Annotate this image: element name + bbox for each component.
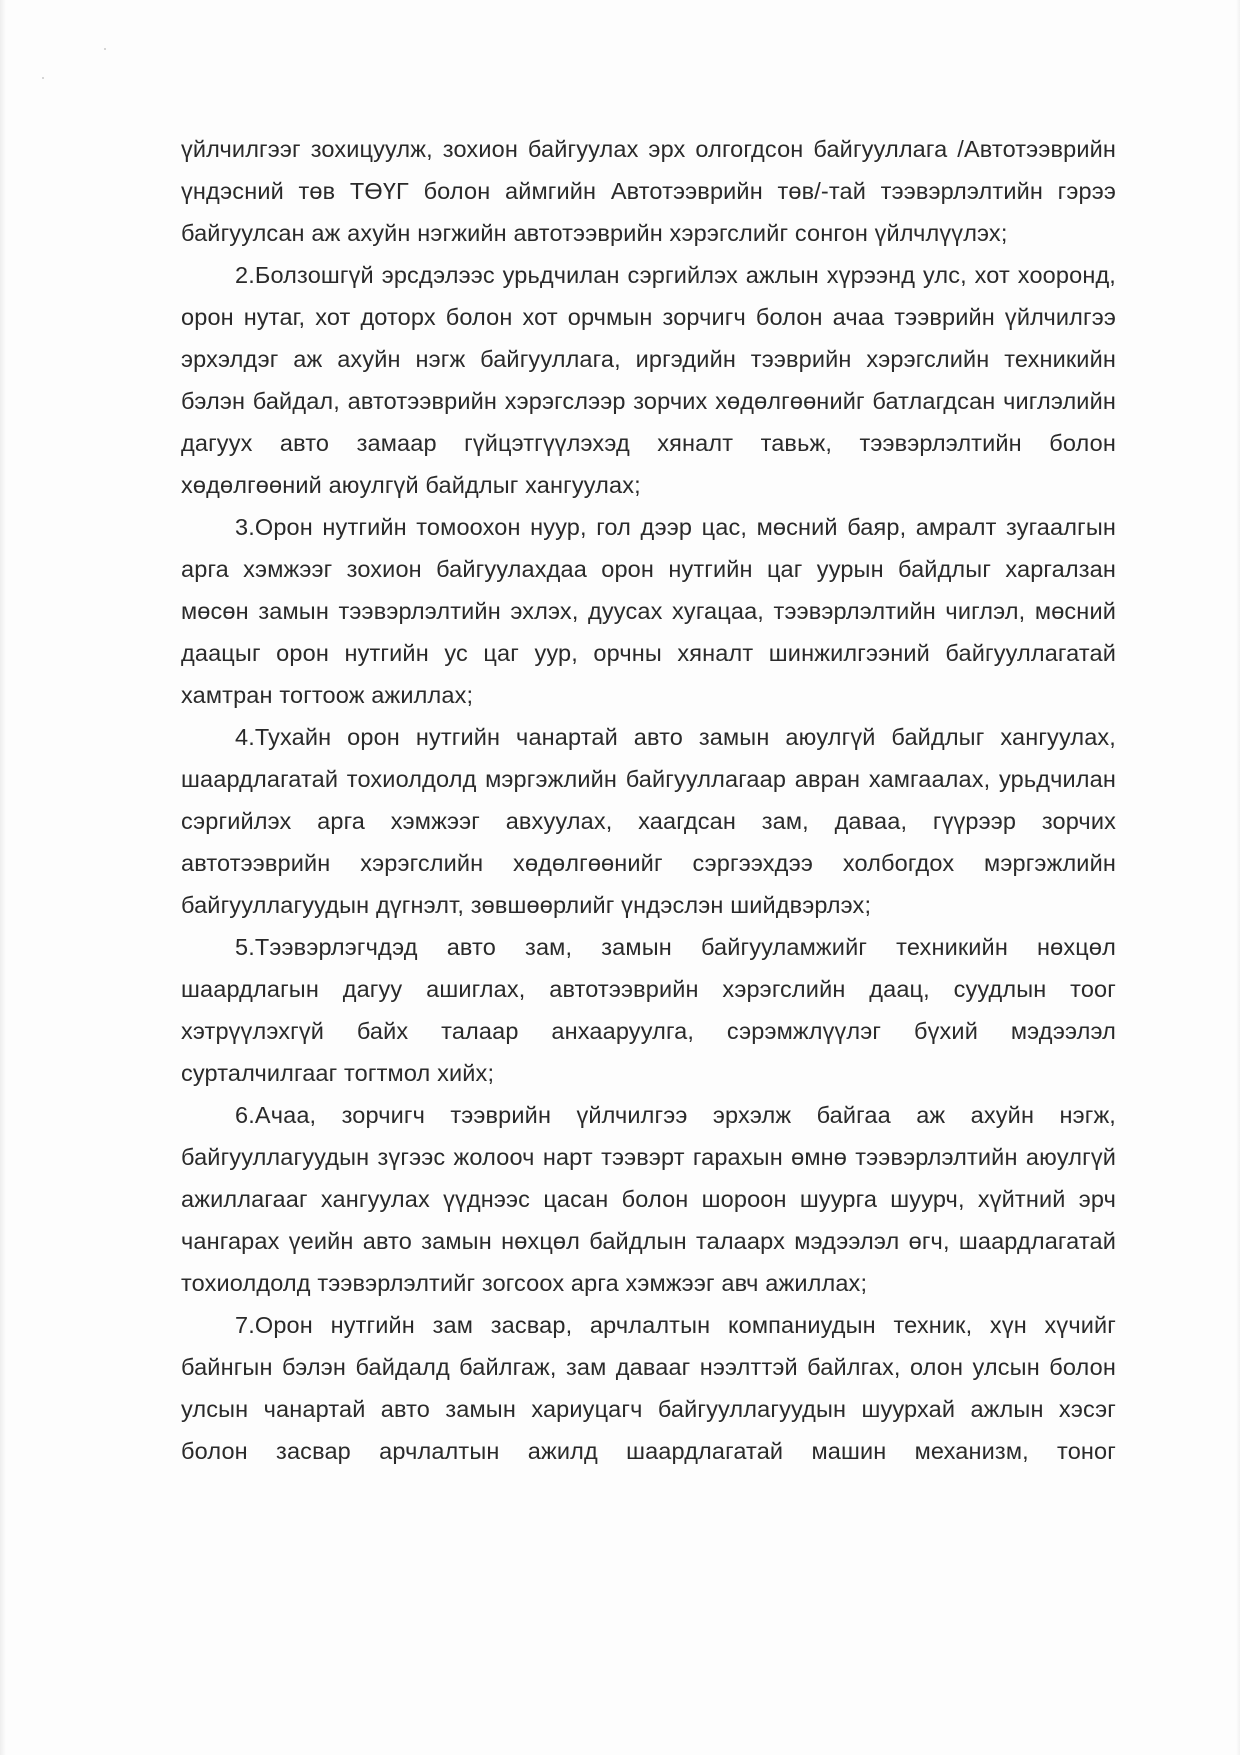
- scan-speck: [42, 77, 44, 79]
- paragraph-item-2: 2.Болзошгүй эрсдэлээс урьдчилан сэргийлэх ажлын хүрээнд улс, хот хооронд, орон нутаг, хот доторх болон хот орчмын зорчигч болон ачаа тээврийн үйлчилгээ эрхэлдэг аж ахуйн нэгж байгууллага, иргэдийн тээврийн хэрэгслийн техникийн бэлэн байдал, автотээврийн хэрэгслээр зорчих хөдөлгөөнийг батлагдсан чиглэлийн дагуух авто замаар гүйцэтгүүлэхэд хяналт тавьж, тээвэрлэлтийн болон хөдөлгөөний аюулгүй байдлыг хангуулах;: [181, 262, 1116, 498]
- paragraph-item-3: 3.Орон нутгийн томоохон нуур, гол дээр цас, мөсний баяр, амралт зугаалгын арга хэмжээг зохион байгуулахдаа орон нутгийн цаг уурын байдлыг харгалзан мөсөн замын тээвэрлэлтийн эхлэх, дуусах хугацаа, тээвэрлэлтийн чиглэл, мөсний даацыг орон нутгийн ус цаг уур, орчны хяналт шинжилгээний байгууллагатай хамтран тогтоож ажиллах;: [181, 514, 1116, 708]
- paragraph-item-6: 6.Ачаа, зорчигч тээврийн үйлчилгээ эрхэлж байгаа аж ахуйн нэгж, байгууллагуудын зүгээс жолооч нарт тээвэрт гарахын өмнө тээвэрлэлтийн аюулгүй ажиллагааг хангуулах үүднээс цасан болон шороон шуурга шуурч, хүйтний эрч чангарах үеийн авто замын нөхцөл байдлын талаарх мэдээлэл өгч, шаардлагатай тохиолдолд тээвэрлэлтийг зогсоох арга хэмжээг авч ажиллах;: [181, 1102, 1116, 1296]
- scan-speck: [104, 48, 106, 50]
- scan-left-edge: [0, 0, 6, 1755]
- paragraph-item-7: 7.Орон нутгийн зам засвар, арчлалтын компаниудын техник, хүн хүчийг байнгын бэлэн байдалд байлгаж, зам давааг нээлттэй байлгах, олон улсын болон улсын чанартай авто замын хариуцагч байгууллагуудын шуурхай ажлын хэсэг болон засвар арчлалтын ажилд шаардлагатай машин механизм, тоног: [181, 1312, 1116, 1464]
- paragraph-continued: үйлчилгээг зохицуулж, зохион байгуулах эрх олгогдсон байгууллага /Автотээврийн үндэсний төв ТӨҮГ болон аймгийн Автотээврийн төв/-тай тээвэрлэлтийн гэрээ байгуулсан аж ахуйн нэгжийн автотээврийн хэрэгслийг сонгон үйлчлүүлэх;: [181, 136, 1116, 246]
- scan-right-edge: [1236, 0, 1240, 1755]
- document-body: [181, 128, 1116, 1472]
- paragraph-item-5: 5.Тээвэрлэгчдэд авто зам, замын байгууламжийг техникийн нөхцөл шаардлагын дагуу ашиглах, автотээврийн хэрэгслийн даац, суудлын тоог хэтрүүлэхгүй байх талаар анхааруулга, сэрэмжлүүлэг бүхий мэдээлэл сурталчилгааг тогтмол хийх;: [181, 934, 1116, 1086]
- paragraph-item-4: 4.Тухайн орон нутгийн чанартай авто замын аюулгүй байдлыг хангуулах, шаардлагатай тохиолдолд мэргэжлийн байгууллагаар авран хамгаалах, урьдчилан сэргийлэх арга хэмжээг авхуулах, хаагдсан зам, даваа, гүүрээр зорчих автотээврийн хэрэгслийн хөдөлгөөнийг сэргээхдээ холбогдох мэргэжлийн байгууллагуудын дүгнэлт, зөвшөөрлийг үндэслэн шийдвэрлэх;: [181, 724, 1116, 918]
